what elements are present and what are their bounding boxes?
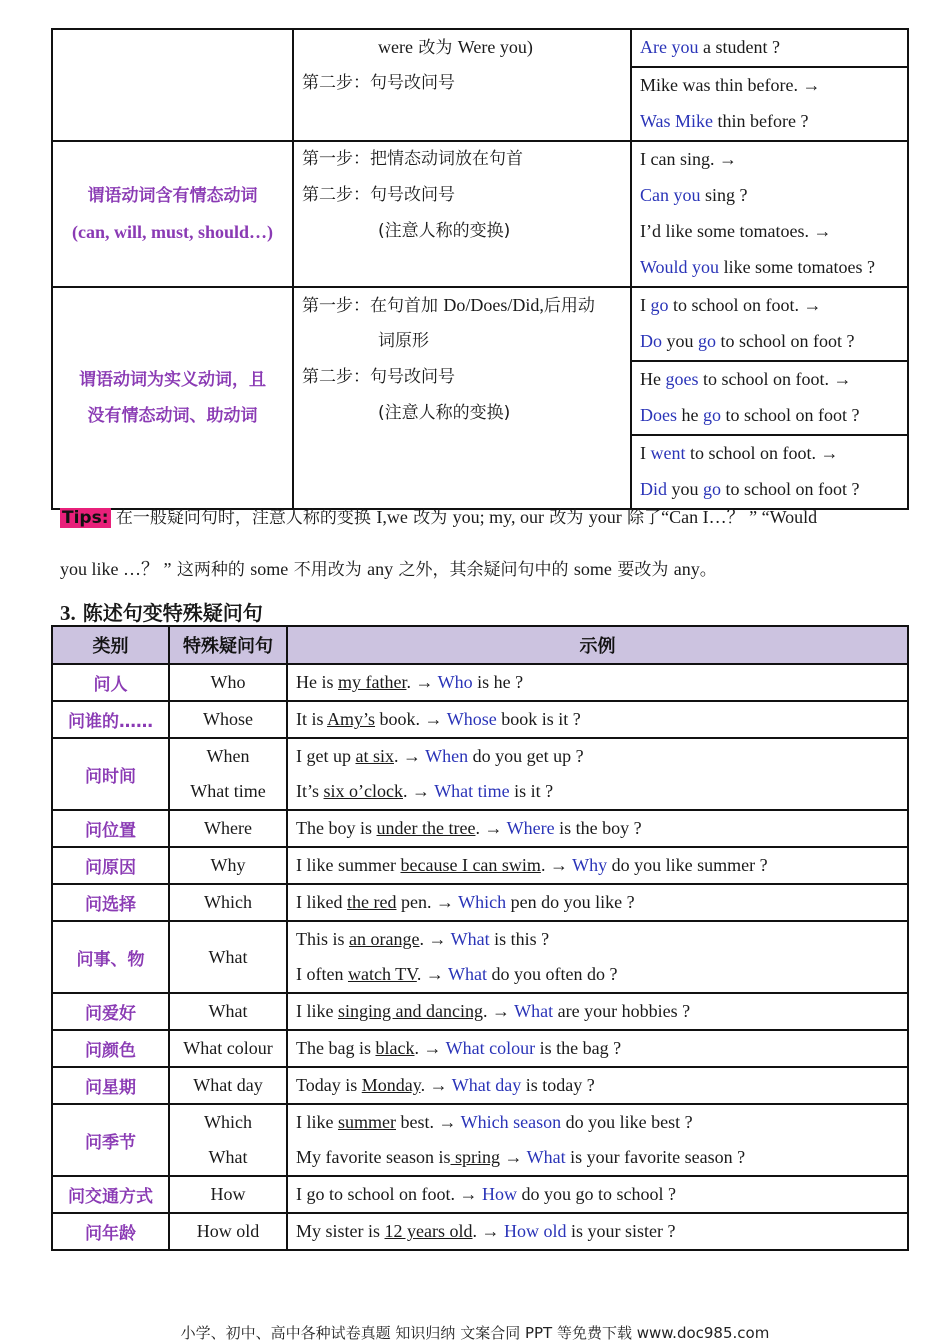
- example-box: [632, 142, 907, 286]
- table-row: [52, 993, 908, 1030]
- example-box: [632, 362, 907, 436]
- category-cell: [52, 287, 293, 509]
- example-line: I’d like some tomatoes. →: [640, 221, 832, 241]
- question-cell: What day: [169, 1067, 287, 1104]
- example-cell: I get up at six. → When do you get up ? It’s six o’clock. → What time is it ?: [287, 738, 908, 810]
- example-box: [632, 288, 907, 362]
- step-line: (注意人称的变换): [378, 403, 511, 423]
- table-row: [52, 738, 908, 810]
- table-row: [52, 847, 908, 884]
- example-cell: The boy is under the tree. → Where is the boy ?: [287, 810, 908, 847]
- step-line: were 改为 Were you): [378, 37, 533, 58]
- examples-cell: [631, 287, 908, 509]
- question-cell: When What time: [169, 738, 287, 810]
- question-cell: What: [169, 993, 287, 1030]
- category-cell: [52, 141, 293, 287]
- steps-cell: [293, 141, 631, 287]
- header-example: 示例: [287, 626, 908, 664]
- question-cell: What: [169, 921, 287, 993]
- category-cell: 问选择: [52, 884, 169, 921]
- category-cell: [52, 29, 293, 141]
- example-cell: He is my father. → Who is he ?: [287, 664, 908, 701]
- example-cell: Today is Monday. → What day is today ?: [287, 1067, 908, 1104]
- example-box: [632, 68, 907, 140]
- question-cell: Where: [169, 810, 287, 847]
- steps-cell: [293, 287, 631, 509]
- example-cell: My sister is 12 years old. → How old is your sister ?: [287, 1213, 908, 1250]
- category-cell: 问季节: [52, 1104, 169, 1176]
- question-cell: What colour: [169, 1030, 287, 1067]
- table-row: [52, 664, 908, 701]
- example-line: Would you like some tomatoes ?: [640, 257, 876, 277]
- step-line: 第一步：把情态动词放在句首: [302, 149, 523, 169]
- examples-cell: [631, 29, 908, 141]
- category-cell: 问事、物: [52, 921, 169, 993]
- examples-cell: [631, 141, 908, 287]
- header-question: 特殊疑问句: [169, 626, 287, 664]
- step-line: (注意人称的变换): [378, 221, 511, 241]
- table-row: [52, 141, 908, 287]
- example-cell: The bag is black. → What colour is the bag ?: [287, 1030, 908, 1067]
- category-cell: 问时间: [52, 738, 169, 810]
- category-cell: 问交通方式: [52, 1176, 169, 1213]
- category-label: 没有情态动词、助动词: [87, 406, 258, 426]
- example-line: Did you go to school on foot ?: [640, 479, 860, 499]
- table-row: [52, 1176, 908, 1213]
- tips-note: [60, 504, 910, 580]
- question-cell: How: [169, 1176, 287, 1213]
- section-heading: 3. 陈述句变特殊疑问句: [60, 601, 263, 625]
- category-cell: 问年龄: [52, 1213, 169, 1250]
- example-cell: I like summer because I can swim. → Why do you like summer ?: [287, 847, 908, 884]
- question-cell: Which What: [169, 1104, 287, 1176]
- table-header-row: [52, 626, 908, 664]
- table-row: [52, 701, 908, 738]
- tips-line-2: you like …？ ” 这两种的 some 不用改为 any 之外，其余疑问句中的 some 要改为 any。: [60, 559, 717, 580]
- question-cell: Why: [169, 847, 287, 884]
- step-line: 第二步：句号改问号: [302, 367, 455, 387]
- example-cell: I go to school on foot. → How do you go to school ?: [287, 1176, 908, 1213]
- example-line: Was Mike thin before ?: [640, 111, 809, 131]
- question-cell: Whose: [169, 701, 287, 738]
- example-line: He goes to school on foot. →: [640, 369, 852, 389]
- question-cell: Who: [169, 664, 287, 701]
- category-cell: 问爱好: [52, 993, 169, 1030]
- example-box: [632, 30, 907, 68]
- table-row: [52, 287, 908, 509]
- header-category: 类别: [52, 626, 169, 664]
- example-line: Can you sing ?: [640, 185, 748, 205]
- tips-line-1: Tips: 在一般疑问句时，注意人称的变换 I,we 改为 you; my, our 改为 your 除了“Can I…？ ” “Would: [62, 507, 818, 528]
- category-cell: 问人: [52, 664, 169, 701]
- category-cell: 问星期: [52, 1067, 169, 1104]
- example-cell: I liked the red pen. → Which pen do you like ?: [287, 884, 908, 921]
- category-label: 谓语动词含有情态动词: [87, 186, 258, 206]
- page-footer: 小学、初中、高中各种试卷真题 知识归纳 文案合同 PPT 等免费下载 www.doc985.com: [180, 1324, 770, 1342]
- category-label: 谓语动词为实义动词，且: [79, 370, 266, 390]
- special-question-table: [51, 625, 909, 1251]
- category-cell: 问位置: [52, 810, 169, 847]
- table-row: [52, 1030, 908, 1067]
- example-line: I go to school on foot. →: [640, 295, 822, 315]
- question-cell: How old: [169, 1213, 287, 1250]
- example-box: [632, 436, 907, 508]
- table-row: [52, 884, 908, 921]
- example-line: I went to school on foot. →: [640, 443, 839, 463]
- tips-label: Tips:: [62, 508, 109, 528]
- category-cell: 问原因: [52, 847, 169, 884]
- table-row: [52, 1067, 908, 1104]
- example-line: Are you a student ?: [640, 37, 780, 57]
- example-cell: It is Amy’s book. → Whose book is it ?: [287, 701, 908, 738]
- category-cell: 问颜色: [52, 1030, 169, 1067]
- general-question-table: [51, 28, 909, 510]
- table-row: [52, 810, 908, 847]
- example-cell: This is an orange. → What is this ? I often watch TV. → What do you often do ?: [287, 921, 908, 993]
- example-cell: I like singing and dancing. → What are your hobbies ?: [287, 993, 908, 1030]
- table-row: [52, 1104, 908, 1176]
- table-row: [52, 921, 908, 993]
- question-cell: Which: [169, 884, 287, 921]
- example-line: Does he go to school on foot ?: [640, 405, 860, 425]
- category-sub-label: (can, will, must, should…): [71, 222, 274, 242]
- example-line: I can sing. →: [640, 149, 737, 169]
- table-row: [52, 1213, 908, 1250]
- category-cell: 问谁的……: [52, 701, 169, 738]
- step-line: 第二步：句号改问号: [302, 73, 455, 93]
- step-line: 词原形: [378, 331, 429, 351]
- example-line: Do you go to school on foot ?: [640, 331, 855, 351]
- steps-cell: [293, 29, 631, 141]
- example-cell: I like summer best. → Which season do you like best ? My favorite season is spring → What is your favorite season ?: [287, 1104, 908, 1176]
- step-line: 第一步：在句首加 Do/Does/Did,后用动: [302, 295, 595, 316]
- table-row: [52, 29, 908, 141]
- step-line: 第二步：句号改问号: [302, 185, 455, 205]
- example-line: Mike was thin before. →: [640, 75, 821, 95]
